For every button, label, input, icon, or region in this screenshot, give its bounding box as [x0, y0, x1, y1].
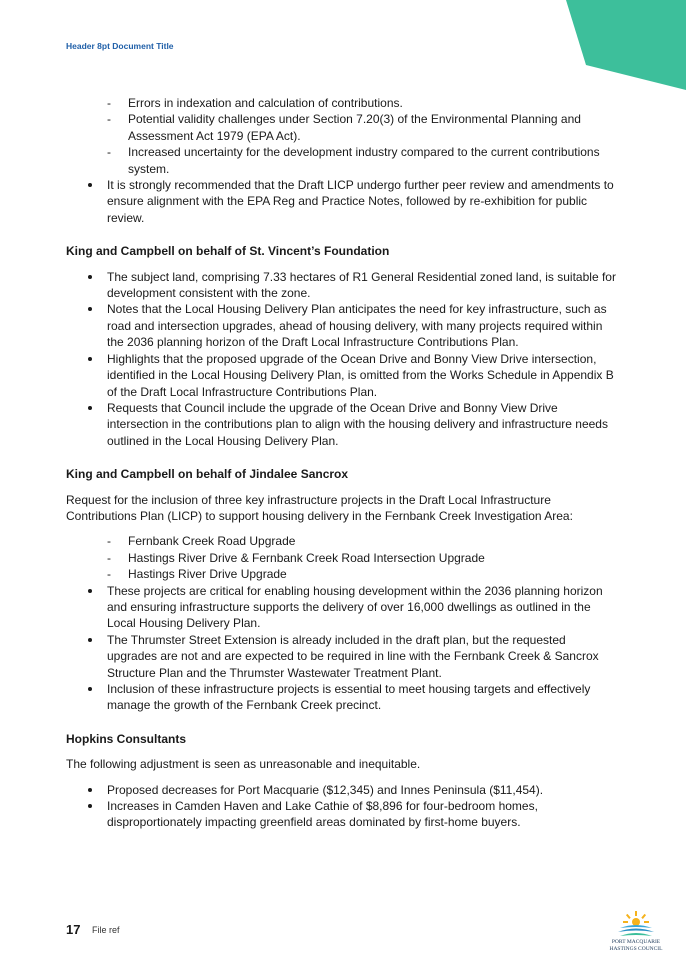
list-item: These projects are critical for enabling housing development within the 2036 planning horizon and ensuring infrastructure supports the delivery of over 16,000 dwellings as outlined in the Local Housing Delivery Plan. [66, 583, 616, 632]
list-item: Proposed decreases for Port Macquarie ($12,345) and Innes Peninsula ($11,454). [66, 782, 616, 798]
list-item: Increases in Camden Haven and Lake Cathie of $8,896 for four-bedroom homes, disproportionately impacting greenfield areas dominated by first-home buyers. [66, 798, 616, 831]
page-content [66, 95, 616, 831]
st-vincents-bullet-list [66, 269, 616, 449]
list-item: It is strongly recommended that the Draft LICP undergo further peer review and amendments to ensure alignment with the EPA Reg and Practice Notes, followed by re-exhibition for public review. [66, 177, 616, 226]
corner-accent-shape [566, 0, 686, 95]
jindalee-bullet-list [66, 583, 616, 714]
list-item: - Increased uncertainty for the development industry compared to the current contributions system. [66, 144, 616, 177]
section-heading-st-vincents: King and Campbell on behalf of St. Vincent’s Foundation [66, 244, 390, 259]
list-item: The subject land, comprising 7.33 hectares of R1 General Residential zoned land, is suitable for development consistent with the zone. [66, 269, 616, 302]
header-document-title: Header 8pt Document Title [66, 41, 174, 51]
logo-line-1: PORT MACQUARIE [611, 939, 661, 945]
section-heading-jindalee-sancrox: King and Campbell on behalf of Jindalee Sancrox [66, 467, 349, 482]
list-item: Notes that the Local Housing Delivery Plan anticipates the need for key infrastructure, such as road and intersection upgrades, ahead of housing delivery, with many projects required within the 2036 planning horizon of the Draft Local Infrastructure Contributions Plan. [66, 301, 616, 350]
list-item: - Hastings River Drive Upgrade [66, 566, 616, 582]
list-item: - Hastings River Drive & Fernbank Creek Road Intersection Upgrade [66, 550, 616, 566]
list-item: Inclusion of these infrastructure projects is essential to meet housing targets and effectively manage the growth of the Fernbank Creek precinct. [66, 681, 616, 714]
list-item: - Potential validity challenges under Section 7.20(3) of the Environmental Planning and Assessment Act 1979 (EPA Act). [66, 111, 616, 144]
hopkins-paragraph: The following adjustment is seen as unreasonable and inequitable. [66, 757, 421, 772]
list-item: Requests that Council include the upgrade of the Ocean Drive and Bonny View Drive intersection in the contributions plan to align with the housing delivery and infrastructure needs outlined in the Local Housing Delivery Plan. [66, 400, 616, 449]
council-logo-text [600, 939, 672, 953]
hopkins-bullet-list [66, 782, 616, 831]
list-item: Highlights that the proposed upgrade of the Ocean Drive and Bonny View Drive intersection, identified in the Local Housing Delivery Plan, is omitted from the Works Schedule in Appendix B of the Draft Local Infrastructure Contributions Plan. [66, 351, 616, 400]
jindalee-dash-list [66, 533, 616, 582]
jindalee-paragraph: Request for the inclusion of three key infrastructure projects in the Draft Local Infrastructure Contributions Plan (LICP) to support housing delivery in the Fernbank Creek Investigation Area: [66, 492, 573, 523]
list-item: The Thrumster Street Extension is already included in the draft plan, but the requested upgrades are not and are expected to be required in line with the Fernbank Creek & Sancrox Structure Plan and the Thrumster Wastewater Treatment Plant. [66, 632, 616, 681]
list-item: - Fernbank Creek Road Upgrade [66, 533, 616, 549]
logo-line-2: HASTINGS COUNCIL [609, 946, 663, 952]
list-item: - Errors in indexation and calculation of contributions. [66, 95, 616, 111]
council-logo-icon [608, 908, 664, 964]
page-number: 17 [66, 922, 81, 937]
file-ref: File ref [92, 925, 120, 935]
section-heading-hopkins: Hopkins Consultants [66, 731, 187, 746]
intro-bullet-list [66, 177, 616, 226]
intro-dash-list [66, 95, 616, 177]
